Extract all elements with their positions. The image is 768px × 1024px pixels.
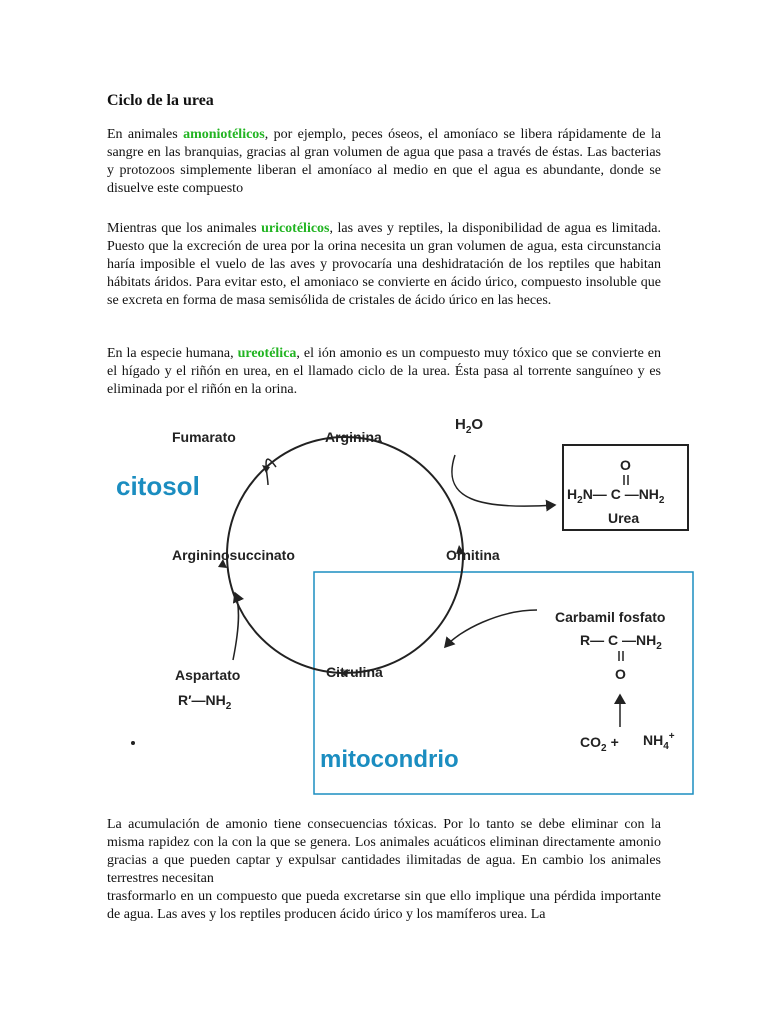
citosol-label: citosol <box>116 471 200 501</box>
citrulina-label: Citrulina <box>326 664 383 680</box>
urea-oxygen: O <box>620 457 631 473</box>
urea-label: Urea <box>608 510 640 526</box>
highlight-term: ureotélica <box>237 346 297 361</box>
urea-cycle-diagram <box>100 405 700 800</box>
paragraph-text: , el ión amonio es un compuesto muy tóxico que se convierte en el hígado y el riñón en urea, en el llamado ciclo de la urea. Ésta pasa al torrente sanguíneo y es eliminada por el riñón en la orina. <box>107 346 661 397</box>
paragraph-text: Mientras que los animales <box>107 221 262 236</box>
water-label: $H_2O$ <box>455 416 484 436</box>
aspartato-label: Aspartato <box>175 667 241 683</box>
paragraph-amoniotelicos <box>107 126 661 198</box>
paragraph-text: En la especie humana, <box>107 346 238 361</box>
carbamil-oxygen: O <box>615 666 626 682</box>
paragraph-ureotelica <box>107 345 661 399</box>
paragraph-uricotelicos <box>107 220 661 310</box>
fumarato-label: Fumarato <box>172 429 236 445</box>
arginina-label: Arginina <box>325 429 382 445</box>
carbamil-fosfato-label: Carbamil fosfato <box>555 609 666 625</box>
paragraph-text: , las aves y reptiles, la disponibilidad de agua es limitada. Puesto que la excreción de urea por la orina necesita un gran volumen de agua, esta circunstancia haría imposible el vuelo de las aves y provocaría una deshidratación de los reptiles que habitan hábitats áridos. Para evitar esto, el amoniaco se convierte en ácido úrico, compuesto insoluble que se excreta en forma de masa semisólida de cristales de ácido úrico en las heces. <box>107 221 662 308</box>
ammonium-label: $NH_4^+$ <box>643 731 675 752</box>
argininosuccinato-label: Argininosuccinato <box>172 547 295 563</box>
carbamil-formula: R— C $—NH_2$ <box>580 632 662 652</box>
bullet-dot <box>131 741 135 745</box>
aspartato-formula: $R'—NH_2$ <box>178 692 232 712</box>
aspartato-arrow <box>233 593 239 660</box>
paragraph-text: La acumulación de amonio tiene consecuencias tóxicas. Por lo tanto se debe eliminar con la misma rapidez con la con la que se genera. Los animales acuáticos eliminan directamente amonio gracias a que pueden captar y expulsar cantidades ilimitadas de agua. En cambio los animales terrestres necesitan <box>107 817 661 886</box>
paragraph-text: En animales <box>107 127 184 142</box>
highlight-term: amoniotélicos <box>183 127 265 142</box>
page-title: Ciclo de la urea <box>107 92 214 109</box>
ornitina-label: Ornitina <box>446 547 500 563</box>
carbamil-arrow <box>445 610 537 647</box>
urea-arrow <box>452 455 555 506</box>
highlight-term: uricotélicos <box>261 221 330 236</box>
mitocondrio-label: mitocondrio <box>320 746 459 773</box>
co2-label: $CO_2$ + <box>580 734 619 754</box>
paragraph-text: trasformarlo en un compuesto que pueda excretarse sin que ello implique una pérdida importante de agua. Las aves y los reptiles producen ácido úrico y los mamíferos urea. La <box>107 889 661 922</box>
urea-formula: $H_2N—$ C $—NH_2$ <box>567 486 665 506</box>
paragraph-text: , por ejemplo, peces óseos, el amoníaco se libera rápidamente de la sangre en las branquias, gracias al gran volumen de agua que pasa a través de éstas. Las bacterias y protozoos simplemente liberan el amoníaco al medio en que el agua es abundante, donde se disuelve este compuesto <box>107 127 661 196</box>
paragraph-acumulacion <box>107 816 661 924</box>
